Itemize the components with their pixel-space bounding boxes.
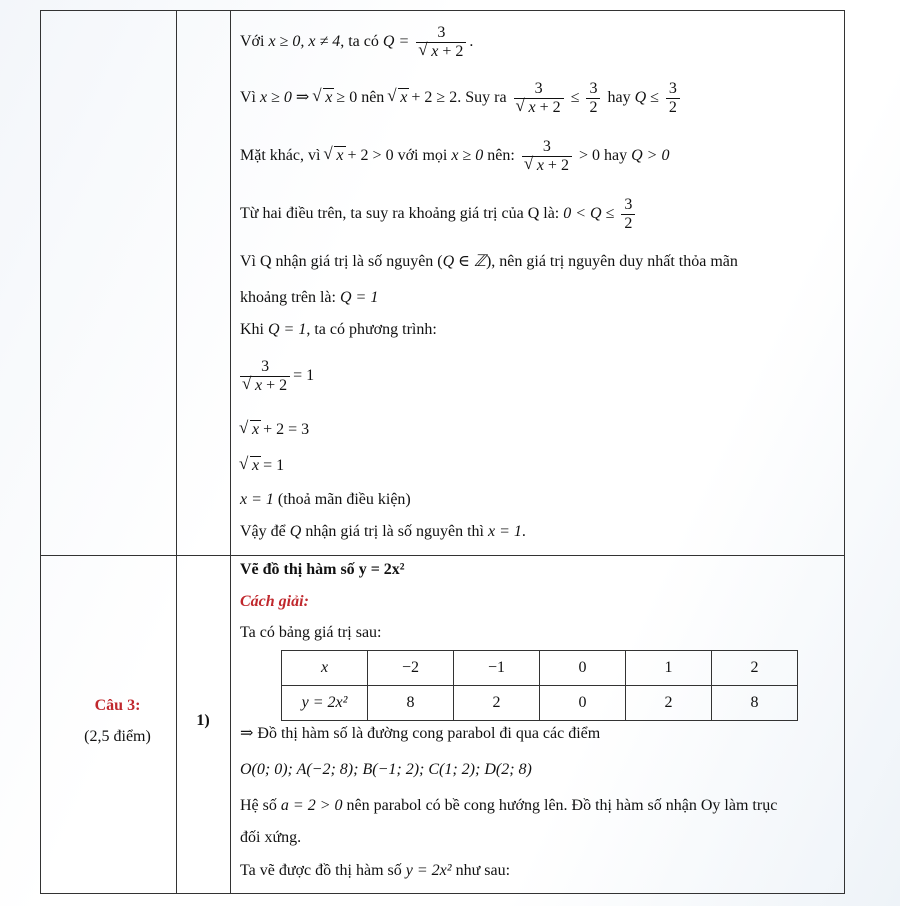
table-cell: 2 xyxy=(712,651,798,686)
three-halves-3: $\frac{3}{2}$ xyxy=(621,196,635,233)
table-header-x: x xyxy=(282,651,368,686)
line-lower-bound: Mặt khác, vì √ x + 2 > 0 với mọi x ≥ 0 nên: 3 √ x + 2 > 0 hay Q > 0 xyxy=(240,138,669,175)
table-right-border xyxy=(844,10,845,894)
table-bottom-border xyxy=(40,893,845,894)
table-header-y: y = 2x² xyxy=(282,686,368,721)
table-row xyxy=(282,686,798,721)
line-range: Từ hai điều trên, ta suy ra khoảng giá trị của Q là: 0 < Q ≤ $\frac{3}{2}$ xyxy=(240,196,638,233)
table-cell: −1 xyxy=(454,651,540,686)
line-integer-a: Vì Q nhận giá trị là số nguyên (Q ∈ ℤ), nên giá trị nguyên duy nhất thỏa mãn xyxy=(240,253,738,270)
three-halves: $\frac{3}{2}$ xyxy=(586,80,600,117)
method-label: Cách giải: xyxy=(240,593,309,610)
equation-step-2: √ x + 2 = 3 xyxy=(240,420,309,440)
table-left-border xyxy=(40,10,41,894)
equation-step-3: √ x = 1 xyxy=(240,456,284,476)
line-draw: Ta vẽ được đồ thị hàm số y = 2x² như sau: xyxy=(240,862,511,879)
line-graph-desc: ⇒ Đồ thị hàm số là đường cong parabol đi qua các điểm xyxy=(240,725,601,742)
table-cell: 8 xyxy=(712,686,798,721)
part-number: 1) xyxy=(196,712,210,729)
value-table xyxy=(281,650,798,721)
table-intro: Ta có bảng giá trị sau: xyxy=(240,624,382,641)
q-fraction-2: 3 √ x + 2 xyxy=(514,80,564,117)
question-title: Câu 3: xyxy=(94,697,141,714)
table-cell: 0 xyxy=(540,686,626,721)
line-symmetry: đối xứng. xyxy=(240,829,302,846)
table-cell: 2 xyxy=(454,686,540,721)
line-upper-bound: Vì x ≥ 0 ⇒ √ x ≥ 0 nên √ x + 2 ≥ 2. Suy ra 3 √ x + 2 ≤ $\frac{3}{2}$ hay Q ≤ $\frac{3}{2}$ xyxy=(240,80,683,117)
question-points: (2,5 điểm) xyxy=(84,728,151,745)
equation-step-4: x = 1 (thoả mãn điều kiện) xyxy=(240,491,411,508)
line-coefficient: Hệ số a = 2 > 0 nên parabol có bề cong hướng lên. Đồ thị hàm số nhận Oy làm trục xyxy=(240,797,778,814)
sqrt-x: √ x xyxy=(419,43,440,61)
line-condition: Với x ≥ 0, x ≠ 4, ta có Q = 3 √ x + 2 . xyxy=(240,24,473,61)
three-halves-2: $\frac{3}{2}$ xyxy=(666,80,680,117)
table-cell: 0 xyxy=(540,651,626,686)
line-points: O(0; 0); A(−2; 8); B(−1; 2); C(1; 2); D(2; 8) xyxy=(240,761,532,778)
line-equation-intro: Khi Q = 1, ta có phương trình: xyxy=(240,321,437,338)
table-row-divider xyxy=(40,555,845,556)
table-top-border xyxy=(40,10,845,11)
q-fraction: 3 √ x + 2 xyxy=(416,24,466,61)
section-heading: Vẽ đồ thị hàm số y = 2x² xyxy=(240,561,405,578)
equation-step-1: 3 √ x + 2 = 1 xyxy=(240,358,314,395)
table-col2-border xyxy=(230,10,231,894)
q-fraction-3: 3 √ x + 2 xyxy=(522,138,572,175)
line-conclusion: Vậy để Q nhận giá trị là số nguyên thì x = 1. xyxy=(240,523,526,540)
table-cell: 2 xyxy=(626,686,712,721)
table-cell: −2 xyxy=(368,651,454,686)
table-col1-border xyxy=(176,10,177,894)
table-cell: 8 xyxy=(368,686,454,721)
table-row xyxy=(282,651,798,686)
table-cell: 1 xyxy=(626,651,712,686)
line-integer-b: khoảng trên là: Q = 1 xyxy=(240,289,379,306)
